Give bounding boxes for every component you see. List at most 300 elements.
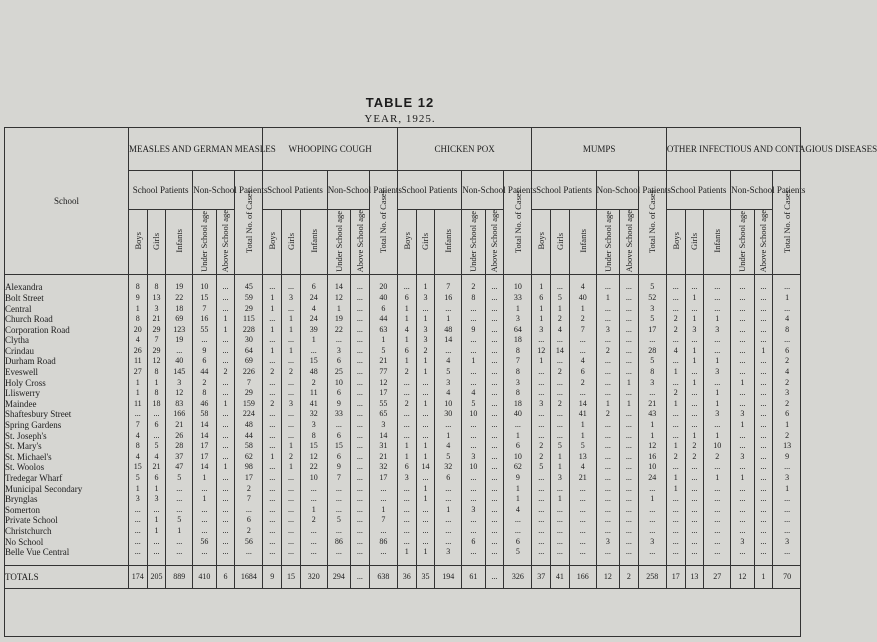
total-cases-label: Total No. of Cases bbox=[647, 190, 658, 254]
table-cell: 56 bbox=[193, 537, 216, 548]
table-cell: 63 bbox=[369, 325, 397, 336]
table-cell: 24 bbox=[300, 293, 327, 304]
table-row bbox=[5, 282, 802, 293]
table-cell: ... bbox=[300, 484, 327, 495]
table-cell: 59 bbox=[235, 293, 263, 304]
girls-header-label: Girls bbox=[420, 232, 431, 250]
table-cell: 28 bbox=[166, 441, 193, 452]
table-year: YEAR, 1925. bbox=[364, 113, 436, 125]
table-cell: ... bbox=[263, 420, 282, 431]
table-cell: ... bbox=[282, 547, 301, 558]
table-cell: ... bbox=[754, 314, 773, 325]
table-cell: ... bbox=[485, 378, 504, 389]
table-cell: 30 bbox=[435, 409, 462, 420]
table-cell: 1 bbox=[685, 356, 704, 367]
table-cell: ... bbox=[569, 484, 596, 495]
table-cell: ... bbox=[620, 335, 639, 346]
table-cell: ... bbox=[754, 515, 773, 526]
table-cell: 5 bbox=[435, 452, 462, 463]
table-cell: 1 bbox=[551, 452, 570, 463]
table-cell: 26 bbox=[166, 431, 193, 442]
table-cell: 3 bbox=[731, 537, 754, 548]
table-cell: ... bbox=[569, 515, 596, 526]
table-cell: 2 bbox=[666, 314, 685, 325]
table-cell: ... bbox=[731, 399, 754, 410]
table-cell: ... bbox=[397, 537, 416, 548]
table-cell: ... bbox=[620, 304, 639, 315]
table-cell: ... bbox=[327, 335, 350, 346]
table-cell: 3 bbox=[638, 378, 666, 389]
table-cell: 3 bbox=[638, 537, 666, 548]
table-cell: 4 bbox=[397, 325, 416, 336]
table-cell: 21 bbox=[166, 420, 193, 431]
table-cell: ... bbox=[416, 378, 435, 389]
table-cell: 8 bbox=[147, 282, 166, 293]
table-cell: ... bbox=[754, 420, 773, 431]
table-cell: 2 bbox=[416, 346, 435, 357]
table-cell: ... bbox=[638, 505, 666, 516]
table-cell: ... bbox=[620, 515, 639, 526]
table-cell: 21 bbox=[147, 314, 166, 325]
table-cell: 123 bbox=[166, 325, 193, 336]
table-cell: ... bbox=[754, 505, 773, 516]
boys-header bbox=[128, 210, 147, 275]
totals-cell: 17 bbox=[666, 565, 685, 588]
table-cell: 6 bbox=[235, 515, 263, 526]
table-cell: ... bbox=[596, 356, 619, 367]
table-cell: ... bbox=[282, 420, 301, 431]
table-cell: ... bbox=[351, 399, 370, 410]
table-cell: 47 bbox=[166, 462, 193, 473]
school-name: Crindau bbox=[5, 346, 129, 357]
table-cell: ... bbox=[166, 505, 193, 516]
table-cell: ... bbox=[596, 462, 619, 473]
table-cell: 40 bbox=[569, 293, 596, 304]
table-cell: 3 bbox=[551, 473, 570, 484]
table-cell: 1 bbox=[704, 356, 731, 367]
table-cell: ... bbox=[485, 537, 504, 548]
table-cell: 7 bbox=[147, 335, 166, 346]
above-school-age-header-label: Above School age bbox=[220, 210, 231, 273]
table-cell: ... bbox=[731, 494, 754, 505]
table-cell: 14 bbox=[369, 431, 397, 442]
table-cell: ... bbox=[416, 505, 435, 516]
table-cell: ... bbox=[666, 526, 685, 537]
table-cell: ... bbox=[704, 420, 731, 431]
table-cell: ... bbox=[754, 335, 773, 346]
table-cell: ... bbox=[263, 462, 282, 473]
table-cell: 3 bbox=[532, 325, 551, 336]
table-cell: 3 bbox=[416, 335, 435, 346]
under-school-age-header-label: Under School age bbox=[737, 210, 748, 272]
table-cell: ... bbox=[685, 409, 704, 420]
table-cell: ... bbox=[532, 409, 551, 420]
infants-header-label: Infants bbox=[308, 229, 319, 253]
table-cell: ... bbox=[351, 526, 370, 537]
table-cell: ... bbox=[282, 505, 301, 516]
school-patients-header: School Patients bbox=[666, 171, 730, 210]
table-cell: 15 bbox=[327, 441, 350, 452]
table-cell: 13 bbox=[147, 293, 166, 304]
table-cell: 98 bbox=[235, 462, 263, 473]
table-cell: 2 bbox=[773, 356, 801, 367]
table-cell: 1 bbox=[416, 441, 435, 452]
table-cell: ... bbox=[485, 473, 504, 484]
table-cell: ... bbox=[351, 505, 370, 516]
table-cell: 13 bbox=[569, 452, 596, 463]
table-cell: ... bbox=[397, 431, 416, 442]
table-cell: ... bbox=[666, 547, 685, 558]
table-cell: 2 bbox=[666, 388, 685, 399]
table-cell: ... bbox=[216, 378, 235, 389]
table-cell: ... bbox=[551, 409, 570, 420]
table-cell: ... bbox=[638, 526, 666, 537]
table-cell: ... bbox=[369, 526, 397, 537]
school-name: Brynglas bbox=[5, 494, 129, 505]
table-cell: ... bbox=[369, 484, 397, 495]
table-cell: ... bbox=[128, 409, 147, 420]
school-name: Spring Gardens bbox=[5, 420, 129, 431]
table-cell: 4 bbox=[128, 335, 147, 346]
table-cell: ... bbox=[569, 547, 596, 558]
table-cell: ... bbox=[704, 494, 731, 505]
table-cell: 7 bbox=[504, 356, 532, 367]
table-cell: 1 bbox=[193, 494, 216, 505]
school-name: St. Mary's bbox=[5, 441, 129, 452]
table-cell: ... bbox=[731, 431, 754, 442]
table-cell: ... bbox=[485, 346, 504, 357]
table-cell: 6 bbox=[504, 441, 532, 452]
table-cell: 3 bbox=[397, 473, 416, 484]
table-cell: ... bbox=[369, 547, 397, 558]
table-cell: 6 bbox=[397, 462, 416, 473]
table-cell: 41 bbox=[569, 409, 596, 420]
table-row bbox=[5, 484, 802, 495]
table-cell: 3 bbox=[147, 304, 166, 315]
table-cell: ... bbox=[263, 378, 282, 389]
table-cell: 24 bbox=[638, 473, 666, 484]
table-cell: ... bbox=[596, 547, 619, 558]
table-cell: 5 bbox=[369, 346, 397, 357]
under-school-age-header-label: Under School age bbox=[333, 210, 344, 272]
table-cell: 10 bbox=[300, 473, 327, 484]
table-cell: ... bbox=[638, 515, 666, 526]
table-cell: ... bbox=[263, 441, 282, 452]
table-cell: ... bbox=[300, 547, 327, 558]
table-cell: ... bbox=[300, 494, 327, 505]
table-cell: 22 bbox=[327, 325, 350, 336]
table-row bbox=[5, 409, 802, 420]
table-cell: ... bbox=[397, 526, 416, 537]
table-cell: ... bbox=[485, 304, 504, 315]
table-cell: ... bbox=[596, 505, 619, 516]
table-cell: 58 bbox=[193, 409, 216, 420]
table-cell: ... bbox=[327, 547, 350, 558]
infants-header bbox=[166, 210, 193, 275]
table-cell: ... bbox=[351, 335, 370, 346]
table-cell: 37 bbox=[166, 452, 193, 463]
school-name: Holy Cross bbox=[5, 378, 129, 389]
table-row bbox=[5, 462, 802, 473]
table-cell: 3 bbox=[704, 325, 731, 336]
table-cell: ... bbox=[462, 484, 485, 495]
table-cell: ... bbox=[263, 526, 282, 537]
table-cell: 10 bbox=[462, 462, 485, 473]
table-cell: 65 bbox=[369, 409, 397, 420]
under-school-age-header bbox=[731, 210, 754, 275]
table-cell: 20 bbox=[128, 325, 147, 336]
totals-cell: 6 bbox=[216, 565, 235, 588]
table-cell: ... bbox=[685, 537, 704, 548]
table-cell: ... bbox=[147, 409, 166, 420]
school-name: Clytha bbox=[5, 335, 129, 346]
table-cell: 44 bbox=[193, 367, 216, 378]
table-cell: ... bbox=[666, 494, 685, 505]
table-cell: 29 bbox=[235, 304, 263, 315]
table-cell: 15 bbox=[128, 462, 147, 473]
table-cell: ... bbox=[351, 473, 370, 484]
table-cell: 6 bbox=[147, 420, 166, 431]
under-school-age-header-label: Under School age bbox=[468, 210, 479, 272]
table-cell: ... bbox=[569, 494, 596, 505]
table-cell: ... bbox=[166, 346, 193, 357]
table-cell: ... bbox=[216, 494, 235, 505]
under-school-age-header-label: Under School age bbox=[602, 210, 613, 272]
boys-header bbox=[666, 210, 685, 275]
table-cell: ... bbox=[263, 431, 282, 442]
table-cell: 2 bbox=[551, 314, 570, 325]
table-cell: 5 bbox=[569, 441, 596, 452]
table-cell: 6 bbox=[397, 293, 416, 304]
table-cell: ... bbox=[504, 420, 532, 431]
table-cell: 22 bbox=[166, 293, 193, 304]
totals-label: TOTALS bbox=[5, 565, 129, 588]
table-cell: ... bbox=[532, 473, 551, 484]
table-cell: 3 bbox=[416, 325, 435, 336]
table-cell: 5 bbox=[638, 314, 666, 325]
table-cell: ... bbox=[620, 367, 639, 378]
table-cell: ... bbox=[351, 356, 370, 367]
above-school-age-header bbox=[485, 210, 504, 275]
table-cell: 6 bbox=[462, 537, 485, 548]
table-cell: ... bbox=[569, 335, 596, 346]
table-cell: ... bbox=[685, 505, 704, 516]
girls-header bbox=[551, 210, 570, 275]
table-cell: 64 bbox=[504, 325, 532, 336]
totals-cell: 166 bbox=[569, 565, 596, 588]
totals-cell: 258 bbox=[638, 565, 666, 588]
table-cell: 1 bbox=[731, 420, 754, 431]
table-cell: 10 bbox=[193, 282, 216, 293]
table-cell: ... bbox=[704, 293, 731, 304]
table-cell: 2 bbox=[235, 484, 263, 495]
table-cell: 48 bbox=[435, 325, 462, 336]
table-cell: ... bbox=[128, 515, 147, 526]
table-cell: ... bbox=[596, 304, 619, 315]
table-cell: ... bbox=[731, 484, 754, 495]
table-cell: 31 bbox=[369, 441, 397, 452]
table-cell: ... bbox=[685, 473, 704, 484]
table-cell: ... bbox=[638, 335, 666, 346]
table-cell: ... bbox=[704, 515, 731, 526]
table-cell: 1 bbox=[731, 473, 754, 484]
infants-header bbox=[300, 210, 327, 275]
table-cell: ... bbox=[263, 473, 282, 484]
disease-group-header: MEASLES AND GERMAN MEASLES bbox=[128, 128, 262, 171]
table-cell: 14 bbox=[435, 335, 462, 346]
table-cell: 5 bbox=[462, 399, 485, 410]
table-row bbox=[5, 378, 802, 389]
table-cell: 1 bbox=[462, 356, 485, 367]
table-cell: ... bbox=[282, 526, 301, 537]
table-cell: 1 bbox=[773, 484, 801, 495]
girls-header-label: Girls bbox=[689, 232, 700, 250]
table-cell: ... bbox=[731, 526, 754, 537]
table-cell: 4 bbox=[435, 441, 462, 452]
school-patients-header: School Patients bbox=[532, 171, 596, 210]
table-cell: 3 bbox=[462, 452, 485, 463]
table-cell: ... bbox=[754, 537, 773, 548]
table-cell: ... bbox=[416, 431, 435, 442]
table-cell: 6 bbox=[147, 473, 166, 484]
table-cell: 17 bbox=[369, 473, 397, 484]
totals-cell: ... bbox=[485, 565, 504, 588]
table-cell: ... bbox=[216, 346, 235, 357]
table-cell: ... bbox=[327, 484, 350, 495]
table-cell: ... bbox=[569, 346, 596, 357]
table-cell: 9 bbox=[128, 293, 147, 304]
table-cell: 69 bbox=[166, 314, 193, 325]
school-patients-header: School Patients bbox=[397, 171, 461, 210]
table-cell: ... bbox=[263, 537, 282, 548]
table-cell: ... bbox=[620, 388, 639, 399]
table-cell: ... bbox=[351, 420, 370, 431]
table-cell: 1 bbox=[416, 494, 435, 505]
table-cell: ... bbox=[569, 505, 596, 516]
table-cell: 2 bbox=[773, 378, 801, 389]
table-cell: ... bbox=[263, 314, 282, 325]
table-cell: 1 bbox=[300, 505, 327, 516]
table-cell: 1 bbox=[704, 314, 731, 325]
table-header bbox=[5, 128, 877, 275]
table-cell: ... bbox=[532, 335, 551, 346]
table-cell: 1 bbox=[569, 420, 596, 431]
table-cell: ... bbox=[416, 420, 435, 431]
table-cell: ... bbox=[551, 547, 570, 558]
school-name: St. Michael's bbox=[5, 452, 129, 463]
table-cell: 4 bbox=[128, 452, 147, 463]
table-cell: ... bbox=[620, 346, 639, 357]
table-cell: ... bbox=[754, 547, 773, 558]
table-cell: ... bbox=[504, 526, 532, 537]
table-cell: 2 bbox=[773, 431, 801, 442]
table-cell: 12 bbox=[532, 346, 551, 357]
table-cell: 40 bbox=[166, 356, 193, 367]
table-cell: 1 bbox=[282, 314, 301, 325]
table-cell: ... bbox=[166, 494, 193, 505]
above-school-age-header bbox=[351, 210, 370, 275]
totals-cell: 70 bbox=[773, 565, 801, 588]
table-cell: ... bbox=[620, 431, 639, 442]
table-cell: ... bbox=[532, 388, 551, 399]
table-cell: 7 bbox=[128, 420, 147, 431]
table-cell: 224 bbox=[235, 409, 263, 420]
table-cell: ... bbox=[504, 515, 532, 526]
table-cell: 22 bbox=[300, 462, 327, 473]
table-cell: 8 bbox=[147, 367, 166, 378]
table-cell: ... bbox=[462, 346, 485, 357]
table-cell: ... bbox=[620, 420, 639, 431]
table-cell: 8 bbox=[147, 388, 166, 399]
table-cell: 5 bbox=[166, 473, 193, 484]
table-cell: ... bbox=[731, 441, 754, 452]
table-cell: ... bbox=[685, 282, 704, 293]
table-cell: 64 bbox=[235, 346, 263, 357]
table-cell: 1 bbox=[263, 346, 282, 357]
table-cell: 13 bbox=[773, 441, 801, 452]
table-cell: 44 bbox=[235, 431, 263, 442]
table-cell: ... bbox=[216, 293, 235, 304]
table-cell: ... bbox=[166, 484, 193, 495]
table-cell: 32 bbox=[369, 462, 397, 473]
table-cell: ... bbox=[327, 420, 350, 431]
table-cell: ... bbox=[416, 388, 435, 399]
table-cell: 1 bbox=[666, 473, 685, 484]
table-cell: 3 bbox=[369, 420, 397, 431]
table-cell: ... bbox=[754, 388, 773, 399]
table-cell: 62 bbox=[235, 452, 263, 463]
total-cases-label: Total No. of Cases bbox=[782, 190, 793, 254]
above-school-age-header bbox=[754, 210, 773, 275]
table-cell: ... bbox=[216, 526, 235, 537]
table-cell: ... bbox=[620, 537, 639, 548]
table-cell: 8 bbox=[638, 367, 666, 378]
table-cell: ... bbox=[351, 409, 370, 420]
table-cell: ... bbox=[685, 547, 704, 558]
table-cell: ... bbox=[416, 515, 435, 526]
table-cell: ... bbox=[369, 494, 397, 505]
table-cell: ... bbox=[327, 494, 350, 505]
table-cell: 1 bbox=[416, 314, 435, 325]
table-cell: ... bbox=[551, 526, 570, 537]
table-cell: ... bbox=[166, 537, 193, 548]
table-cell: 1 bbox=[435, 431, 462, 442]
table-cell: ... bbox=[532, 367, 551, 378]
table-cell: 1 bbox=[704, 388, 731, 399]
above-school-age-header-label: Above School age bbox=[354, 210, 365, 273]
school-name: Lliswerry bbox=[5, 388, 129, 399]
table-cell: ... bbox=[532, 505, 551, 516]
table-cell: 1 bbox=[369, 335, 397, 346]
totals-cell: ... bbox=[351, 565, 370, 588]
table-cell: 3 bbox=[731, 452, 754, 463]
table-cell: 15 bbox=[193, 293, 216, 304]
table-cell: ... bbox=[731, 388, 754, 399]
table-cell: 3 bbox=[773, 388, 801, 399]
table-cell: ... bbox=[596, 515, 619, 526]
school-name: Maindee bbox=[5, 399, 129, 410]
totals-cell: 36 bbox=[397, 565, 416, 588]
table-cell: 44 bbox=[369, 314, 397, 325]
school-name: Shaftesbury Street bbox=[5, 409, 129, 420]
total-cases-label: Total No. of Cases bbox=[512, 190, 523, 254]
table-cell: 3 bbox=[704, 367, 731, 378]
table-cell: 7 bbox=[327, 473, 350, 484]
table-cell: ... bbox=[435, 494, 462, 505]
table-cell: 1 bbox=[416, 356, 435, 367]
table-cell: 1 bbox=[435, 505, 462, 516]
table-cell: 9 bbox=[327, 399, 350, 410]
